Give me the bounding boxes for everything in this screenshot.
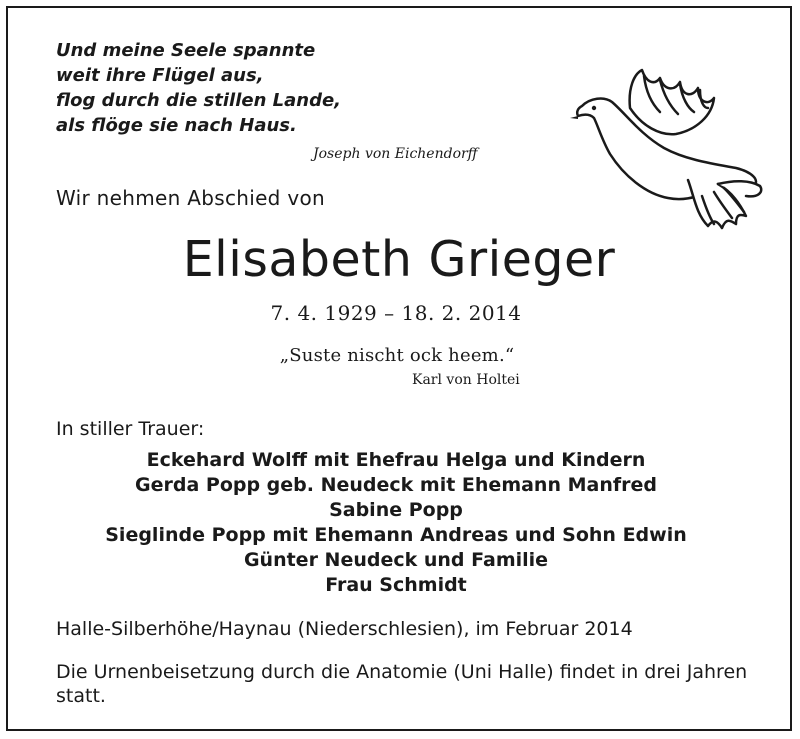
burial-note: Die Urnenbeisetzung durch die Anatomie (Uni Halle) findet in drei Jahren statt.	[56, 661, 748, 707]
quote-text: „Suste nischt ock heem.“	[279, 345, 515, 366]
obituary-notice	[6, 6, 792, 731]
poem	[56, 38, 341, 138]
mourner-entry: Sabine Popp	[329, 499, 463, 521]
poem-line: weit ihre Flügel aus,	[56, 65, 264, 86]
mourning-label: In stiller Trauer:	[56, 418, 205, 440]
mourners-list	[8, 448, 790, 598]
poem-line: Und meine Seele spannte	[56, 40, 316, 61]
mourner-entry: Frau Schmidt	[325, 574, 467, 596]
mourner-entry: Gerda Popp geb. Neudeck mit Ehemann Manfred	[135, 474, 657, 496]
place-date: Halle-Silberhöhe/Haynau (Niederschlesien), im Februar 2014	[56, 618, 633, 640]
intro-text: Wir nehmen Abschied von	[56, 186, 325, 210]
deceased-name: Elisabeth Grieger	[182, 231, 616, 288]
poem-line: als flöge sie nach Haus.	[56, 115, 297, 136]
mourner-entry: Günter Neudeck und Familie	[243, 549, 549, 571]
poem-author: Joseph von Eichendorff	[313, 146, 478, 162]
dove-icon	[568, 68, 768, 238]
quote-author: Karl von Holtei	[412, 372, 520, 388]
poem-line: flog durch die stillen Lande,	[56, 90, 342, 111]
mourner-entry: Eckehard Wolff mit Ehefrau Helga und Kindern	[146, 449, 646, 471]
mourner-entry: Sieglinde Popp mit Ehemann Andreas und Sohn Edwin	[105, 524, 687, 546]
life-dates: 7. 4. 1929 – 18. 2. 2014	[270, 301, 522, 325]
